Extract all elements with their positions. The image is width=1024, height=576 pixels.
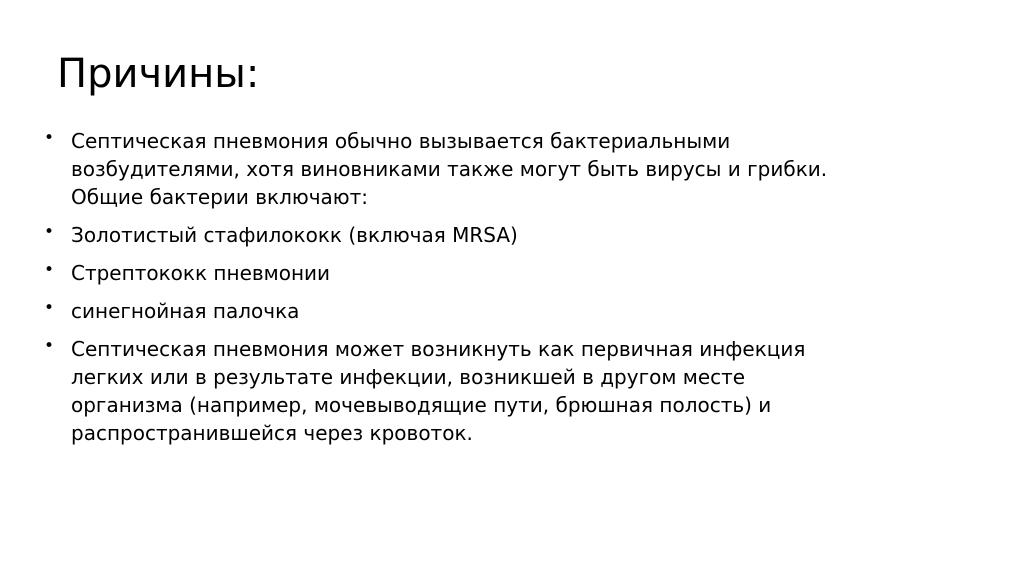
bullet-dot-icon: • — [44, 128, 55, 148]
bullet-dot-icon: • — [44, 336, 55, 356]
bullet-text-line: организма (например, мочевыводящие пути, брюшная полость) и — [71, 393, 772, 417]
bullet-text-line: Стрептококк пневмонии — [71, 261, 331, 285]
bullet-text-line: Золотистый стафилококк (включая MRSA) — [71, 223, 518, 247]
bullet-text-line: Септическая пневмония может возникнуть как первичная инфекция — [71, 337, 806, 361]
bullet-dot-icon: • — [44, 298, 55, 318]
bullet-text-line: легких или в результате инфекции, возникшей в другом месте — [71, 365, 746, 389]
bullet-text-line: синегнойная палочка — [71, 299, 300, 323]
bullet-item — [44, 259, 944, 287]
bullet-dot-icon: • — [44, 222, 55, 242]
bullet-dot-icon: • — [44, 260, 55, 280]
bullet-text-line: распространившейся через кровоток. — [71, 421, 473, 445]
bullet-text-line: Септическая пневмония обычно вызывается бактериальными — [71, 129, 731, 153]
slide-title: Причины: — [57, 51, 260, 97]
bullet-item — [44, 221, 944, 249]
bullet-item — [44, 335, 944, 447]
bullet-text-line: Общие бактерии включают: — [71, 185, 369, 209]
bullet-list — [44, 127, 944, 457]
bullet-item — [44, 297, 944, 325]
bullet-text-line: возбудителями, хотя виновниками также могут быть вирусы и грибки. — [71, 157, 828, 181]
bullet-item — [44, 127, 944, 211]
